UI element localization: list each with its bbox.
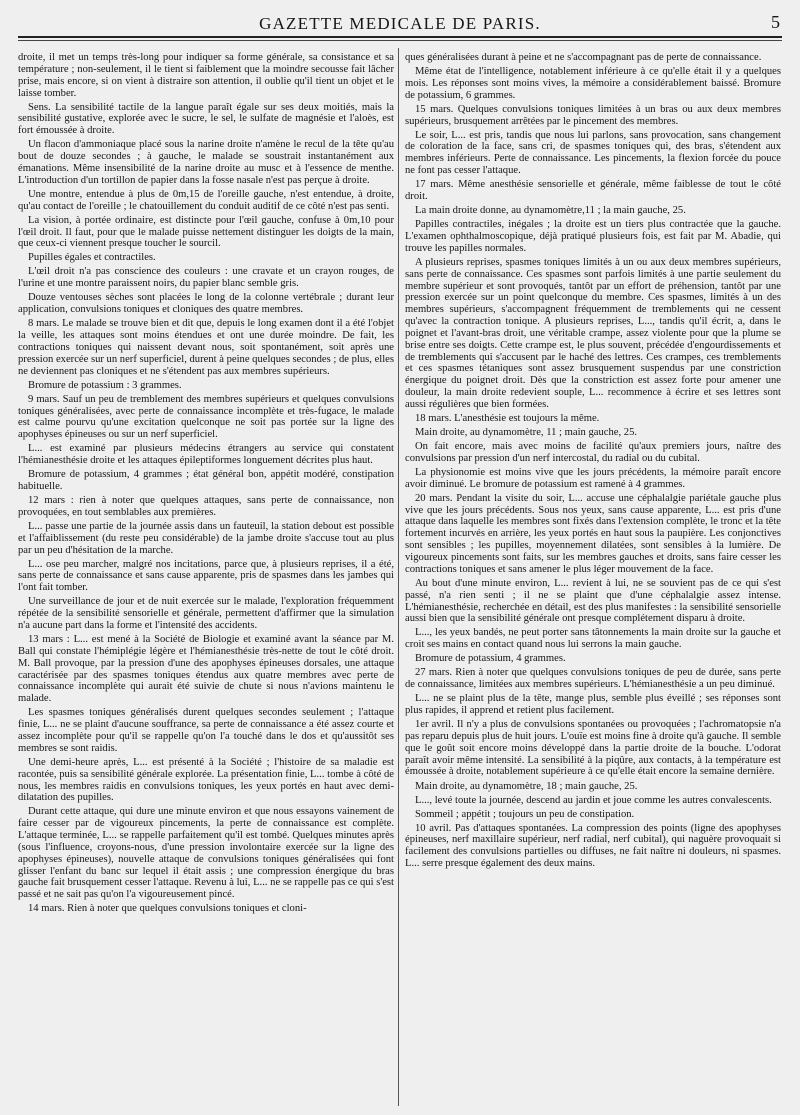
- paragraph: 27 mars. Rien à noter que quelques convulsions toniques de peu de durée, sans perte de connaissance, limitées aux membres supérieurs. L'hémianesthésie a un peu diminué.: [405, 667, 781, 691]
- paragraph: Bromure de potassium, 4 grammes.: [415, 653, 566, 665]
- paragraph: A plusieurs reprises, spasmes toniques limités à un ou aux deux membres supérieurs, sans perte de connaissance. Ces spasmes sont parfois limités à une partie seulement du membre supérieur et sont provoqués, tantôt par un effort de préhension, tantôt par une pression exercée sur un point quelconque du membre. Ces spasmes, limités à un des membres supérieurs, s'accompagnent fréquemment de tremblements qui ne cessent qu'avec la contraction tonique. A plusieurs reprises, L..., tandis qu'il écrit, a, dans le poignet et l'avant-bras droit, une véritable crampe, assez violente pour que la plume se brise entre ses doigts. Cette crampe est, le plus souvent, précédée d'engourdissements et de tremblements qui s'accusent par le haché des lettres. Ces crampes, ces tremblements et ces spasmes tétaniques sont assez brusquement suspendus par une constriction énergique du poignet droit. Dès que la constriction est assez forte pour amener une douleur, la main droite redevient souple, L... recommence à écrire et ses lettres sont aussi régulières que bien formées.: [405, 256, 781, 410]
- paragraph: L... ne se plaint plus de la tête, mange plus, semble plus éveillé ; ses réponses sont plus rapides, il apprend et retient plus facilement.: [405, 693, 781, 717]
- paragraph: Durant cette attaque, qui dure une minute environ et que nous essayons vainement de faire cesser par de vigoureux pincements, la perte de connaissance est complète. L'attaque terminée, L... se rappelle parfaitement qu'il est tombé. Quelques minutes après (sous l'influence, croyons-nous, d'une pression involontaire exercée sur la ligne des apophyses épineuses), nouvelle attaque de convulsions toniques généralisées qui font glisser l'enfant du banc sur lequel il était assis ; une compression énergique du bras gauche fait brusquement cesser l'attaque. Revenu à lui, L... ne se rappelle pas ce qui s'est passé et ne sait pas qu'on l'a vigoureusement pincé.: [18, 806, 394, 901]
- paragraph: Au bout d'une minute environ, L... revient à lui, ne se souvient pas de ce qui s'est passé, n'a rien senti ; il ne se plaint que d'une céphalalgie assez intense. L'hémianesthésie, recherchée en détail, est des plus manifestes : la sensibilité sensorielle aussi bien que la sensibilité générale ont presque complétement disparu à droite.: [405, 577, 781, 625]
- left-column: [18, 52, 394, 1108]
- paragraph: Sommeil ; appétit ; toujours un peu de constipation.: [415, 808, 635, 820]
- paragraph: L..., les yeux bandés, ne peut porter sans tâtonnements la main droite sur la gauche et croit ses mains en contact quand nous lui serrons la main gauche.: [405, 627, 781, 651]
- paragraph: 1er avril. Il n'y a plus de convulsions spontanées ou provoquées ; l'achromatopsie n'a pas reparu depuis plus de huit jours. L'ouïe est moins fine à droite qu'à gauche. Il semble que le goût soit encore moins développé dans la partie droite de la bouche. L'odorat paraît avoir même intensité. La sensibilité à la piqûre, aux contacts, à la température est émoussée à droite, notablement supérieure à ce qu'elle était encore la semaine dernière.: [405, 719, 781, 778]
- paragraph: Bromure de potassium, 4 grammes ; état général bon, appétit modéré, constipation habituelle.: [18, 469, 394, 492]
- paragraph: 18 mars. L'anesthésie est toujours la même.: [415, 412, 600, 424]
- paragraph: 20 mars. Pendant la visite du soir, L... accuse une céphalalgie pariétale gauche plus vive que les jours précédents. Sous nos yeux, sans cause apparente, L... est pris d'une attaque dans laquelle les membres sont fixés dans l'extension complète, le tronc et la tête fortement incurvés en arrière, les yeux portés en haut sous la paupière. Les conjonctives sont sensibles ; les pupilles, moyennement dilatées, sont sensibles à la lumière. De vigoureux pincements sont faits, sur les membres gauches et droits, sans faire cesser les contractions toniques et sans amener le plus léger mouvement de la face.: [405, 492, 781, 575]
- paragraph: 8 mars. Le malade se trouve bien et dit que, depuis le long examen dont il a été l'objet la veille, les attaques sont moins étendues et ont une durée moindre. De fait, les contractions toniques qui naissent devant nous, soit spontanément, soit après une pression exercée sur un nerf superficiel, durent à peine quelques secondes ; de plus, elles ne deviennent pas cloniques et ne s'étendent pas aux membres supérieurs.: [18, 318, 394, 377]
- column-divider: [398, 48, 399, 1106]
- paragraph: L'œil droit n'a pas conscience des couleurs : une cravate et un crayon rouges, de l'urine et une montre paraissent noirs, du papier blanc semble gris.: [18, 266, 394, 290]
- paragraph: Une montre, entendue à plus de 0m,15 de l'oreille gauche, n'est entendue, à droite, qu'au contact de l'oreille ; le chatouillement du conduit auditif de ce côté n'est pas senti.: [18, 188, 394, 212]
- paragraph: Même état de l'intelligence, notablement inférieure à ce qu'elle était il y a quelques mois. Les réponses sont moins vives, la mémoire a considérablement baissé. Bromure de potassium, 6 grammes.: [405, 66, 781, 101]
- paragraph: Douze ventouses sèches sont placées le long de la colonne vertébrale ; durant leur application, convulsions toniques et cloniques des quatre membres.: [18, 292, 394, 316]
- paragraph: 14 mars. Rien à noter que quelques convulsions toniques et cloni-: [28, 903, 307, 915]
- paragraph: Pupilles égales et contractiles.: [28, 252, 156, 264]
- paragraph: droite, il met un temps très-long pour indiquer sa forme générale, sa consistance et sa température ; non-seulement, il le tient si faiblement que la moindre secousse fait lâcher prise, mais encore, si on vient à distraire son attention, il oublie qu'il tient un objet et le laisse tomber.: [18, 52, 394, 99]
- paragraph: Sens. La sensibilité tactile de la langue paraît égale sur ses deux moitiés, mais la sensibilité gustative, explorée avec le sucre, le sel, le sulfate de magnésie et l'aloès, est fort émoussée à droite.: [18, 101, 394, 137]
- paragraph: La physionomie est moins vive que les jours précédents, la mémoire paraît encore avoir diminué. Le bromure de potassium est ramené à 4 grammes.: [405, 466, 781, 490]
- paragraph: L..., levé toute la journée, descend au jardin et joue comme les autres convalescents.: [415, 794, 772, 806]
- paragraph: Le soir, L... est pris, tandis que nous lui parlons, sans provocation, sans changement de coloration de la face, sans cri, de spasmes toniques qui, des bras, s'étendent aux membres inférieurs. Perte de connaissance. Les pincements, la flexion forcée du pouce ne font pas cesser l'attaque.: [405, 129, 781, 177]
- paragraph: L... ose peu marcher, malgré nos incitations, parce que, à plusieurs reprises, il a été, sans perte de connaissance et sans cause apparente, pris de spasmes dans les jambes qui l'ont fait tomber.: [18, 558, 394, 594]
- page-number: 5: [771, 12, 780, 32]
- paragraph: Main droite, au dynamomètre, 11 ; main gauche, 25.: [415, 427, 638, 438]
- header-rule-thin: [18, 40, 782, 41]
- paragraph: Un flacon d'ammoniaque placé sous la narine droite n'amène le recul de la tête qu'au bout de douze secondes ; à gauche, le malade se soustrait instantanément aux émanations. Même insensibilité de la narine droite au musc et à l'essence de menthe. L'introduction d'un tortillon de papier dans la fosse nasale n'est pas perçue à droite.: [18, 139, 394, 186]
- paragraph: Une demi-heure après, L... est présenté à la Société ; l'histoire de sa maladie est racontée, puis sa sensibilité générale explorée. La présentation finie, L... tombe à côté de nous, les membres raidis en convulsions toniques, les yeux portés en haut avec demi-dilatation des pupilles.: [18, 756, 394, 804]
- paragraph: 12 mars : rien à noter que quelques attaques, sans perte de connaissance, non provoquées, en tout semblables aux premières.: [18, 494, 394, 518]
- paragraph: Les spasmes toniques généralisés durent quelques secondes seulement ; l'attaque finie, L... ne se plaint d'aucune souffrance, sa perte de connaissance a été assez courte et assez incomplète pour qu'il se rappelle qu'on l'a touché dans le dos et qu'aussitôt ses membres se sont raidis.: [18, 707, 394, 754]
- paragraph: 17 mars. Même anesthésie sensorielle et générale, même faiblesse de tout le côté droit.: [405, 179, 781, 203]
- paragraph: Une surveillance de jour et de nuit exercée sur le malade, l'exploration fréquemment répétée de la sensibilité sensorielle et générale, permettent d'affirmer que la simulation n'a aucune part dans la forme et l'intensité des accidents.: [18, 596, 394, 631]
- paragraph: On fait encore, mais avec moins de facilité qu'aux premiers jours, naître des convulsions par pression d'un nerf intercostal, du radial ou du cubital.: [405, 441, 781, 464]
- paragraph: La main droite donne, au dynamomètre,11 ; la main gauche, 25.: [415, 205, 686, 217]
- paragraph: 10 avril. Pas d'attaques spontanées. La compression des points (ligne des apophyses épineuses, nerf maxillaire supérieur, nerf radial, nerf cubital), qui naguère provoquait si facilement des convulsions partielles ou diffuses, ne fait naître ni douleurs, ni spasmes. L... serre presque également des deux mains.: [405, 822, 781, 870]
- header-rule: [18, 36, 782, 38]
- paragraph: ques généralisées durant à peine et ne s'accompagnant pas de perte de connaissance.: [405, 52, 762, 63]
- paragraph: Main droite, au dynamomètre, 18 ; main gauche, 25.: [415, 780, 638, 792]
- paragraph: La vision, à portée ordinaire, est distincte pour l'œil gauche, confuse à 0m,10 pour l'œil droit. Il faut, pour que le malade puisse nettement distinguer les doigts de la main, que ceux-ci viennent presque toucher le sourcil.: [18, 214, 394, 250]
- paragraph: Bromure de potassium : 3 grammes.: [28, 379, 182, 391]
- page-header: [18, 8, 782, 38]
- paragraph: 13 mars : L... est mené à la Société de Biologie et examiné avant la séance par M. Ball qui constate l'hémiplégie légère et l'hémianesthésie très-nette de tout le côté droit. M. Ball provoque, par la pression d'une des apophyses épineuses dorsales, une attaque caractérisée par des spasmes toniques étendus aux quatre membres avec perte de connaissance incomplète qui aurait été suivie de chute si nous n'avions maintenu le malade.: [18, 634, 394, 705]
- paragraph: L... est examiné par plusieurs médecins étrangers au service qui constatent l'hémianesthésie droite et les attaques épileptiformes longuement décrites plus haut.: [18, 443, 394, 467]
- paragraph: 15 mars. Quelques convulsions toniques limitées à un bras ou aux deux membres supérieurs, brusquement arrêtées par le pincement des membres.: [405, 103, 781, 127]
- paragraph: 9 mars. Sauf un peu de tremblement des membres supérieurs et quelques convulsions toniques généralisées, avec perte de connaissance incomplète et très-fugace, le malade est calme pourvu qu'une excitation quelconque ne soit pas portée sur la ligne des apophyses épineuses ou sur un nerf superficiel.: [18, 393, 394, 441]
- paragraph: Papilles contractiles, inégales ; la droite est un tiers plus contractée que la gauche. L'examen ophthalmoscopique, déjà pratiqué plusieurs fois, est fait par M. Abadie, qui trouve les papilles normales.: [405, 219, 781, 254]
- masthead-title: GAZETTE MEDICALE DE PARIS.: [259, 14, 541, 33]
- right-column: [405, 52, 781, 1108]
- paragraph: L... passe une partie de la journée assis dans un fauteuil, la station debout est possible et l'affaiblissement (du reste peu considérable) de la jambe droite s'accuse tout au plus par un peu d'hésitation de la marche.: [18, 520, 394, 556]
